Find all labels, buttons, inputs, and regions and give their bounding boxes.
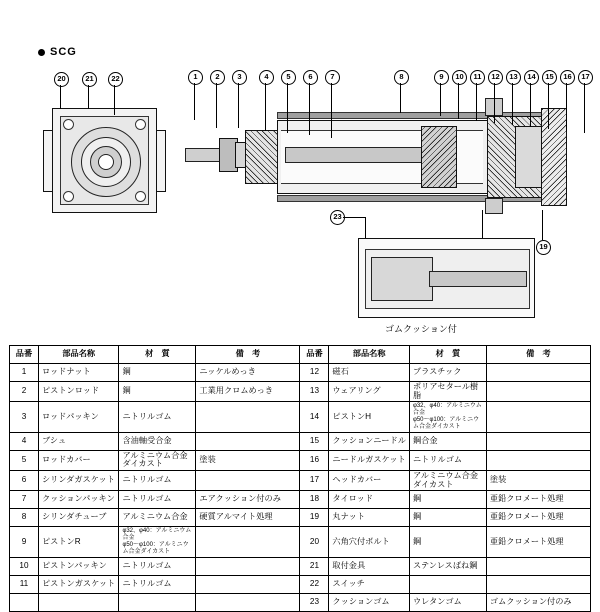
cell-remarks: 塗装 [196,450,300,470]
cell-no-2: 18 [300,491,329,509]
callout-5: 5 [281,70,296,85]
table-row [10,527,591,558]
leader-line [309,83,310,135]
cell-name-2: ニードルガスケット [329,450,410,470]
th-material-left: 材 質 [119,346,196,364]
th-no-right: 品番 [300,346,329,364]
table-row [10,364,591,382]
cell-remarks-2: 塗装 [486,471,590,491]
cell-material-2: ステンレスばね鋼 [409,557,486,575]
cell-material: ニトリルゴム [119,402,196,433]
cell-name-2: クッションニードル [329,432,410,450]
cell-no-2: 13 [300,382,329,402]
cell-name-2: スイッチ [329,575,410,593]
piston-assembly [421,126,457,188]
callout-23: 23 [330,210,345,225]
cell-no: 3 [10,402,39,433]
leader-line [584,83,585,133]
table-row [10,432,591,450]
bolt-hole [135,191,146,202]
cell-name-2: ヘッドカバー [329,471,410,491]
left-end-view [52,108,157,213]
cell-name: ロッドカバー [38,450,119,470]
cell-remarks-2 [486,402,590,433]
callout-19: 19 [536,240,551,255]
detail-cover [371,257,433,301]
cell-name-2: ウェアリング [329,382,410,402]
bolt-hole [63,119,74,130]
cell-name-2: 丸ナット [329,509,410,527]
cell-material: ニトリルゴム [119,575,196,593]
callout-3: 3 [232,70,247,85]
cell-remarks [196,527,300,558]
cell-remarks-2: 亜鉛クロメート処理 [486,527,590,558]
cell-material: ニトリルゴム [119,557,196,575]
leader-line [238,83,239,128]
rod-cover [245,130,279,184]
table-row [10,382,591,402]
leader-line [265,83,266,131]
cell-name-2: クッションゴム [329,593,410,611]
cell-material-2: ウレタンゴム [409,593,486,611]
leader-line [548,83,549,129]
cell-no: 10 [10,557,39,575]
cell-no: 8 [10,509,39,527]
leader-line [400,83,401,113]
cell-name-2: 取付金具 [329,557,410,575]
cell-no: 7 [10,491,39,509]
table-row [10,593,591,611]
bullet-icon [38,49,45,56]
cell-no [10,593,39,611]
cell-name: ピストンR [38,527,119,558]
callout-14: 14 [524,70,539,85]
cell-material: ニトリルゴム [119,491,196,509]
callout-6: 6 [303,70,318,85]
leader-line [512,83,513,125]
bolt-hole [135,119,146,130]
cell-material: 鋼 [119,382,196,402]
cell-material [119,593,196,611]
cell-material-2: 鋼 [409,527,486,558]
cell-material-2: ニトリルゴム [409,450,486,470]
leader-line [365,217,366,238]
table-header-row [10,346,591,364]
cell-remarks [196,471,300,491]
cell-no: 11 [10,575,39,593]
cell-remarks-2 [486,432,590,450]
leader-line [566,83,567,131]
th-remarks-right: 備 考 [486,346,590,364]
callout-11: 11 [470,70,485,85]
leader-line [331,83,332,138]
cell-material-2: 鋼 [409,509,486,527]
th-no-left: 品番 [10,346,39,364]
leader-line [494,83,495,123]
detail-caption: ゴムクッション付 [385,324,457,334]
cell-remarks-2: ゴムクッション付のみ [486,593,590,611]
cell-remarks: 硬質アルマイト処理 [196,509,300,527]
cell-name: クッションパッキン [38,491,119,509]
cell-material-2: アルミニウム合金ダイカスト [409,471,486,491]
sectional-view [185,90,575,230]
cell-remarks: エアクッション付のみ [196,491,300,509]
table-row [10,450,591,470]
callout-20: 20 [54,72,69,87]
cell-material: アルミニウム合金 [119,509,196,527]
table-row [10,557,591,575]
cell-no-2: 17 [300,471,329,491]
cell-material-2 [409,575,486,593]
leader-line [530,83,531,127]
cell-no-2: 21 [300,557,329,575]
th-remarks-left: 備 考 [196,346,300,364]
callout-1: 1 [188,70,203,85]
cell-remarks [196,575,300,593]
callout-22: 22 [108,72,123,87]
bolt-hole [63,191,74,202]
cell-name: ピストンロッド [38,382,119,402]
cell-no-2: 16 [300,450,329,470]
parts-table [9,345,591,612]
cell-name-2: 六角穴付ボルト [329,527,410,558]
assembly-drawing [0,60,600,340]
cell-no: 1 [10,364,39,382]
cell-name: シリンダチューブ [38,509,119,527]
cell-name-2: ピストンH [329,402,410,433]
cell-name: ピストンガスケット [38,575,119,593]
cell-material-2: プラスチック [409,364,486,382]
detail-view-rubber-cushion [358,238,535,318]
cell-material: ニトリルゴム [119,471,196,491]
piston-rod-inner [285,147,427,163]
callout-8: 8 [394,70,409,85]
air-port [485,198,503,214]
cell-no-2: 12 [300,364,329,382]
cell-remarks-2 [486,364,590,382]
cell-remarks [196,432,300,450]
cell-material: アルミニウム合金ダイカスト [119,450,196,470]
callout-13: 13 [506,70,521,85]
callout-21: 21 [82,72,97,87]
cell-name-2: タイロッド [329,491,410,509]
cell-remarks: 工業用クロムめっき [196,382,300,402]
table-row [10,575,591,593]
table-row [10,402,591,433]
cell-material-2: ポリアセタール樹脂 [409,382,486,402]
cell-remarks-2 [486,557,590,575]
cell-name: ロッドパッキン [38,402,119,433]
cell-material: φ32、φ40：アルミニウム合金 φ50～φ100：アルミニウム合金ダイカスト [119,527,196,558]
callout-15: 15 [542,70,557,85]
cell-name: シリンダガスケット [38,471,119,491]
cell-material: 鋼 [119,364,196,382]
cell-name: ロッドナット [38,364,119,382]
table-row [10,491,591,509]
callout-7: 7 [325,70,340,85]
end-block [541,108,567,206]
page-title: SCG [38,46,77,58]
table-row [10,509,591,527]
leader-line [542,210,543,240]
leader-line [440,83,441,116]
cell-material: 含油軸受合金 [119,432,196,450]
callout-16: 16 [560,70,575,85]
leader-line [194,83,195,120]
callout-9: 9 [434,70,449,85]
detail-rod [429,271,527,287]
table-body [10,364,591,612]
leader-line [216,83,217,128]
cell-name: ブシュ [38,432,119,450]
cell-no-2: 23 [300,593,329,611]
callout-10: 10 [452,70,467,85]
cell-no: 5 [10,450,39,470]
cell-no-2: 19 [300,509,329,527]
cell-no: 4 [10,432,39,450]
cell-remarks [196,593,300,611]
th-name-right: 部品名称 [329,346,410,364]
cell-remarks-2 [486,575,590,593]
leader-line [88,85,89,109]
cell-remarks [196,557,300,575]
cell-name: ピストンパッキン [38,557,119,575]
table-row [10,471,591,491]
cell-no: 2 [10,382,39,402]
cell-no-2: 15 [300,432,329,450]
leader-line [343,217,365,218]
leader-line [476,83,477,121]
cell-remarks-2: 亜鉛クロメート処理 [486,491,590,509]
cell-no-2: 14 [300,402,329,433]
cell-material-2: 鋼 [409,491,486,509]
leader-line [482,210,483,240]
callout-2: 2 [210,70,225,85]
cell-no-2: 22 [300,575,329,593]
cell-remarks: ニッケルめっき [196,364,300,382]
th-material-right: 材 質 [409,346,486,364]
leader-line [60,85,61,109]
cell-remarks-2: 亜鉛クロメート処理 [486,509,590,527]
cell-remarks-2 [486,450,590,470]
cell-no: 9 [10,527,39,558]
cell-name-2: 磁石 [329,364,410,382]
callout-4: 4 [259,70,274,85]
cell-no: 6 [10,471,39,491]
leader-line [287,83,288,133]
cell-material-2: 鋼合金 [409,432,486,450]
callout-17: 17 [578,70,593,85]
cell-no-2: 20 [300,527,329,558]
cell-remarks-2 [486,382,590,402]
leader-line [458,83,459,119]
cell-remarks [196,402,300,433]
leader-line [114,85,115,115]
cell-material-2: φ32、φ40：アルミニウム合金 φ50～φ100：アルミニウム合金ダイカスト [409,402,486,433]
th-name-left: 部品名称 [38,346,119,364]
cell-name [38,593,119,611]
callout-12: 12 [488,70,503,85]
rod-center-circle [98,154,114,170]
